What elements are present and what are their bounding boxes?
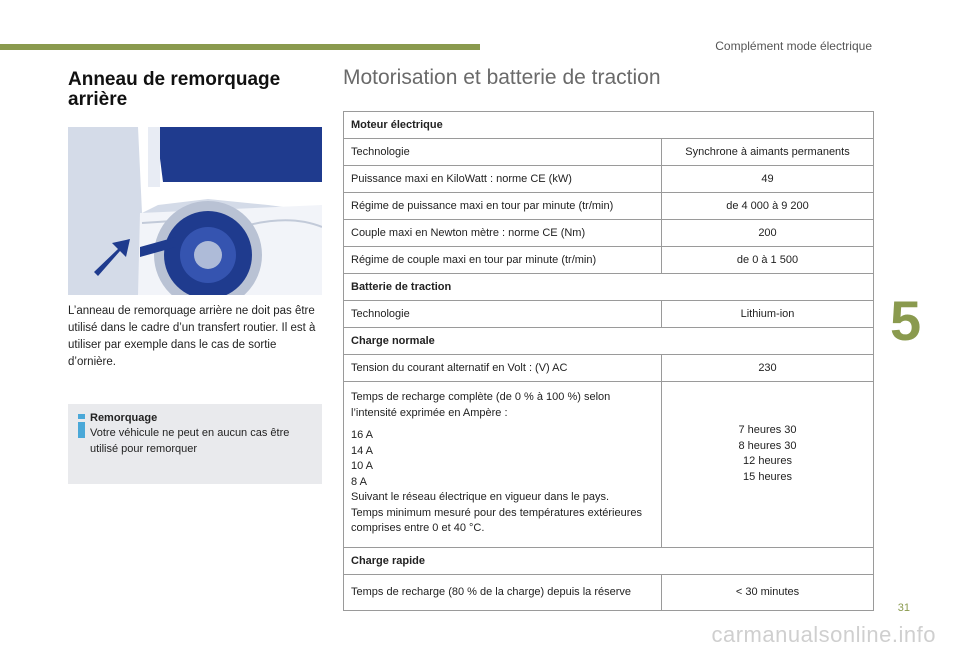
note-text: Votre véhicule ne peut en aucun cas être utilisé pour remorquer bbox=[90, 427, 290, 455]
spec-label: Technologie bbox=[344, 301, 662, 328]
spec-label: Technologie bbox=[344, 139, 662, 166]
table-row bbox=[344, 193, 874, 220]
spec-label: Régime de puissance maxi en tour par minute (tr/min) bbox=[344, 193, 662, 220]
rear-towing-ring-illustration bbox=[68, 127, 322, 295]
charge-time-value: 8 heures 30 bbox=[738, 439, 797, 452]
towing-ring-title bbox=[68, 70, 328, 110]
battery-header: Batterie de traction bbox=[344, 274, 874, 301]
towing-note-box bbox=[68, 404, 322, 484]
amp-value: 16 A bbox=[351, 429, 374, 441]
table-row bbox=[344, 301, 874, 328]
table-row bbox=[344, 274, 874, 301]
motor-header: Moteur électrique bbox=[344, 112, 874, 139]
charge-note-network: Suivant le réseau électrique en vigueur dans le pays. bbox=[351, 491, 610, 503]
table-row bbox=[344, 220, 874, 247]
table-row bbox=[344, 166, 874, 193]
note-title: Remorquage bbox=[90, 412, 158, 424]
motorisation-spec-table bbox=[343, 111, 874, 611]
spec-value: Lithium-ion bbox=[662, 301, 874, 328]
spec-label: Puissance maxi en KiloWatt : norme CE (kW) bbox=[344, 166, 662, 193]
charge-time-intro: Temps de recharge complète (de 0 % à 100 %) selon l’intensité exprimée en Ampère : bbox=[351, 391, 611, 419]
chapter-number: 5 bbox=[890, 289, 922, 352]
motorisation-title: Motorisation et batterie de traction bbox=[343, 66, 661, 89]
charge-time-value: 7 heures 30 bbox=[738, 424, 797, 436]
table-row bbox=[344, 355, 874, 382]
table-row bbox=[344, 139, 874, 166]
car-rear-wheel-illustration bbox=[68, 127, 322, 295]
charge-note-temperature: Temps minimum mesuré pour des températures extérieures comprises entre 0 et 40 °C. bbox=[351, 506, 643, 534]
spec-value: de 0 à 1 500 bbox=[662, 247, 874, 274]
towing-ring-title-line1: Anneau de remorquage bbox=[68, 69, 281, 90]
watermark: carmanualsonline.info bbox=[711, 622, 936, 647]
spec-label: Couple maxi en Newton mètre : norme CE (Nm) bbox=[344, 220, 662, 247]
charge-time-values bbox=[662, 382, 874, 548]
section-header: Complément mode électrique bbox=[715, 39, 872, 53]
charge-time-value: 15 heures bbox=[743, 470, 792, 483]
table-row bbox=[344, 328, 874, 355]
charge-time-value: 12 heures bbox=[743, 455, 792, 467]
spec-value: 200 bbox=[662, 220, 874, 247]
normal-charge-header: Charge normale bbox=[344, 328, 874, 355]
page-number: 31 bbox=[897, 602, 910, 614]
towing-ring-title-line2: arrière bbox=[68, 89, 128, 110]
fast-charge-header: Charge rapide bbox=[344, 547, 874, 574]
amp-value: 8 A bbox=[351, 475, 367, 488]
info-icon bbox=[78, 414, 85, 438]
table-row bbox=[344, 247, 874, 274]
towing-ring-description: L’anneau de remorquage arrière ne doit pas être utilisé dans le cadre d’un transfert routier. Il est à utiliser par exemple dans le cas de sortie d’ornière. bbox=[68, 305, 316, 368]
spec-value: de 4 000 à 9 200 bbox=[662, 193, 874, 220]
table-row bbox=[344, 574, 874, 610]
spec-value: Synchrone à aimants permanents bbox=[662, 139, 874, 166]
spec-label: Tension du courant alternatif en Volt : (V) AC bbox=[344, 355, 662, 382]
spec-value: < 30 minutes bbox=[662, 574, 874, 610]
spec-value: 49 bbox=[662, 166, 874, 193]
amp-value: 14 A bbox=[351, 444, 374, 457]
table-row bbox=[344, 382, 874, 548]
charge-time-details bbox=[344, 382, 662, 548]
table-row bbox=[344, 547, 874, 574]
spec-label: Régime de couple maxi en tour par minute (tr/min) bbox=[344, 247, 662, 274]
table-row bbox=[344, 112, 874, 139]
top-accent-rule bbox=[0, 44, 480, 50]
amp-value: 10 A bbox=[351, 460, 374, 472]
spec-label: Temps de recharge (80 % de la charge) depuis la réserve bbox=[344, 574, 662, 610]
spec-value: 230 bbox=[662, 355, 874, 382]
